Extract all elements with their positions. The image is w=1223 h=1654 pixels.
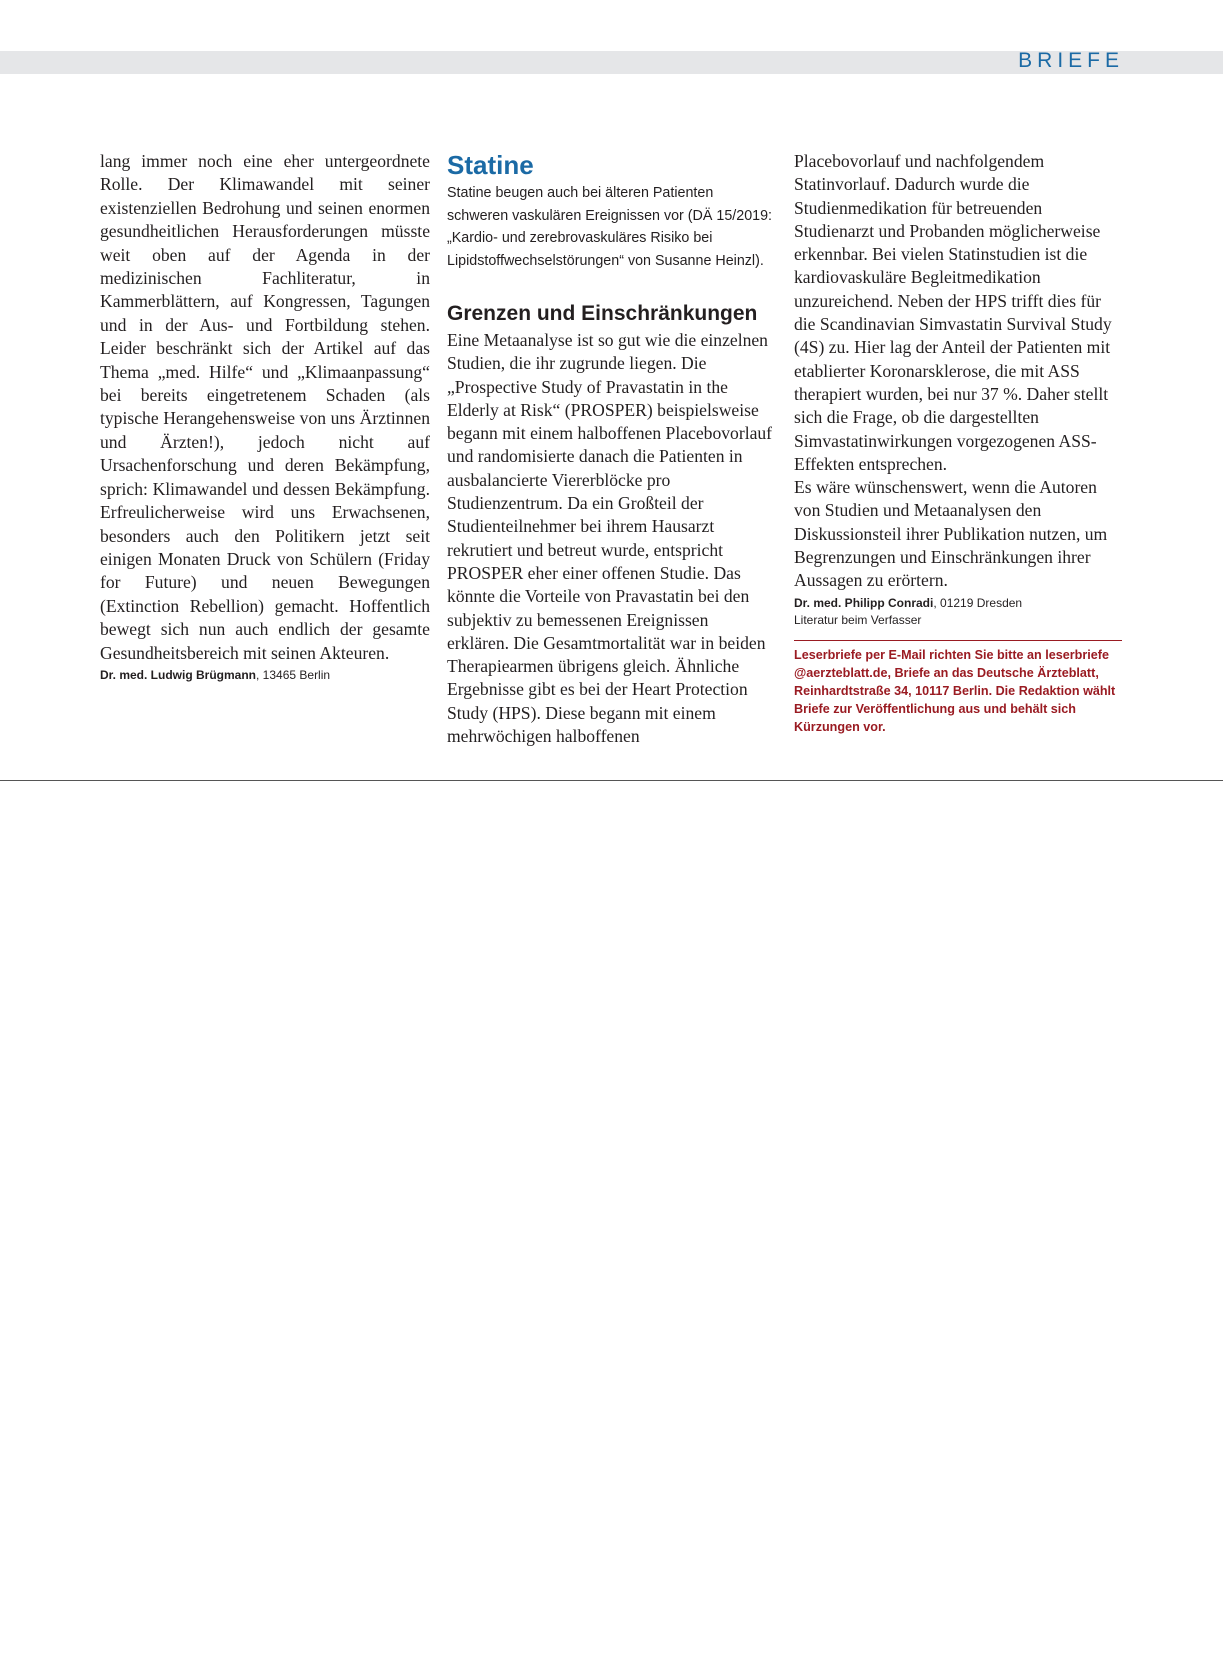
letter2-signature	[794, 595, 1124, 612]
page-bottom-rule	[0, 780, 1223, 781]
article-teaser: Statine beugen auch bei älteren Patienten schweren vaskulären Ereignissen vor (DÄ 15/2019: „Kardio- und zerebrovaskuläres Risiko bei Lipidstoffwechselstörungen“ von Susanne Heinzl).	[447, 185, 773, 269]
submission-notice: Leserbriefe per E-Mail richten Sie bitte an leserbriefe @aerzteblatt.de, Briefe an das Deutsche Ärzteblatt, Reinhardtstraße 34, 10117 Berlin. Die Redaktion wählt Briefe zur Veröffentlichung aus und behält sich Kürzungen vor.	[794, 648, 1116, 734]
notice-divider	[794, 640, 1122, 641]
letter1-body: lang immer noch eine eher untergeordnete Rolle. Der Klimawandel mit seiner existenziellen Bedrohung und seinen enormen gesundheitlichen Herausforderungen müsste weit oben auf der Agenda in der medizinischen Fachliteratur, in Kammerblättern, auf Kongressen, Tagungen und in der Aus- und Fortbildung stehen. Leider beschränkt sich der Artikel auf das Thema „med. Hilfe“ und „Klimaanpassung“ bei bereits eingetretenem Schaden (als typische Herangehensweise von uns Ärztinnen und Ärzten!), jedoch nicht auf Ursachenforschung und deren Bekämpfung, sprich: Klimawandel und dessen Bekämpfung. Erfreulicherweise wird uns Erwachsenen, besonders auch den Politikern jetzt seit einigen Monaten Druck von Schülern (Friday for Future) und neuen Bewegungen (Extinction Rebellion) gemacht. Hoffentlich bewegt sich nun auch endlich der gesamte Gesundheitsbereich mit seinen Akteuren.	[100, 151, 430, 663]
letter1-author: Dr. med. Ludwig Brügmann	[100, 667, 257, 682]
letter2-body-part1: Eine Metaanalyse ist so gut wie die einzelnen Studien, die ihr zugrunde liegen. Die „Prospective Study of Pravastatin in the Elderly at Risk“ (PROSPER) beispielsweise begann mit einem halboffenen Placebovorlauf und randomisierte danach die Patienten in ausbalancierte Viererblöcke pro Studienzentrum. Da ein Großteil der Studienteilnehmer bei ihrem Hausarzt rekrutiert und betreut wurde, entspricht PROSPER eher einer offenen Studie. Das könnte die Vorteile von Pravastatin bei den subjektiv zu bemessenen Ereignissen erklären. Die Gesamtmortalität war in beiden Therapiearmen übrigens gleich. Ähnliche Ergebnisse gibt es bei der Heart Protection Study (HPS). Diese begann mit einem mehrwöchigen halboffenen	[447, 330, 773, 747]
letter2-body-part2: Es wäre wünschenswert, wenn die Autoren von Studien und Metaanalysen den Diskussionsteil ihrer Publikation nutzen, um Begrenzungen und Einschränkungen ihrer Aussagen zu erörtern.	[794, 477, 1108, 591]
letter-column-3	[794, 150, 1124, 629]
letter2-author: Dr. med. Philipp Conradi	[794, 595, 934, 610]
letter2-location: , 01219 Dresden	[933, 595, 1023, 610]
letter-subhead: Grenzen und Einschränkungen	[447, 302, 758, 325]
literature-note: Literatur beim Verfasser	[794, 612, 922, 627]
section-label: BRIEFE	[1018, 49, 1124, 72]
letter-column-1	[100, 150, 430, 684]
letter1-signature	[100, 667, 430, 684]
letter1-location: , 13465 Berlin	[256, 667, 331, 682]
letter-column-2	[447, 150, 773, 748]
letter2-body-part1-continued: Placebovorlauf und nachfolgendem Statinvorlauf. Dadurch wurde die Studienmedikation für betreuenden Studienarzt und Probanden möglicherweise erkennbar. Bei vielen Statinstudien ist die kardiovaskuläre Begleitmedikation unzureichend. Neben der HPS trifft dies für die Scandinavian Simvastatin Survival Study (4S) zu. Hier lag der Anteil der Patienten mit etablierter Koronarsklerose, die mit ASS therapiert wurden, bei nur 37 %. Daher stellt sich die Frage, ob die dargestellten Simvastatinwirkungen vorgezogenen ASS-Effekten entsprechen.	[794, 151, 1112, 474]
article-headline: Statine	[447, 150, 534, 180]
